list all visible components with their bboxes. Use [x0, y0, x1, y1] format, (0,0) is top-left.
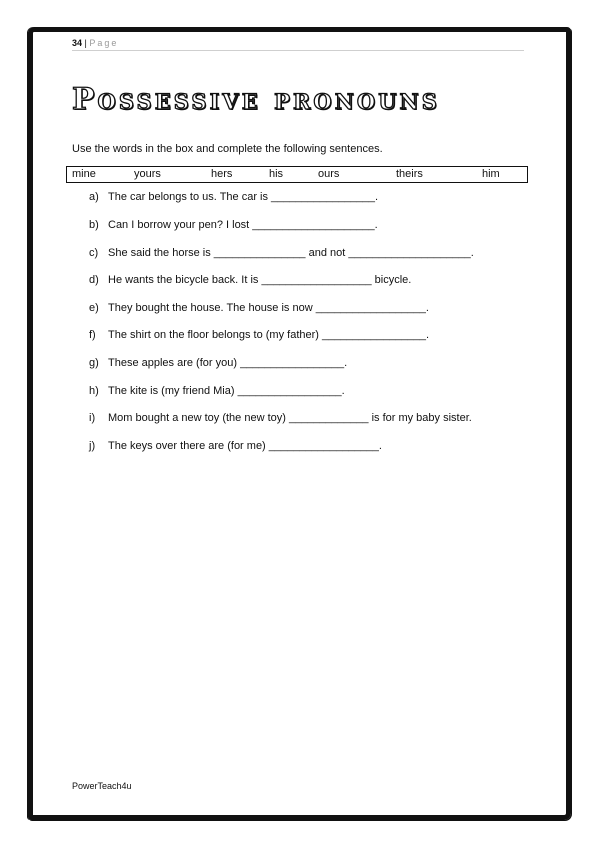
page-header — [72, 38, 524, 51]
exercise-item — [89, 219, 378, 231]
word-box — [66, 166, 528, 183]
item-text: Can I borrow your pen? I lost ____________________. — [108, 219, 378, 231]
page-word: Page — [89, 38, 119, 48]
exercise-item — [89, 440, 382, 452]
item-label: g) — [89, 357, 99, 369]
worksheet-title: Possessive pronouns — [72, 82, 440, 117]
item-text: He wants the bicycle back. It is __________________ bicycle. — [108, 274, 412, 286]
word-box-word: theirs — [396, 168, 423, 180]
exercise-item — [89, 385, 345, 397]
exercise-item — [89, 274, 411, 286]
word-box-word: ours — [318, 168, 340, 180]
item-label: d) — [89, 274, 99, 286]
item-text: She said the horse is _______________ and not ____________________. — [108, 247, 474, 259]
item-text: The car belongs to us. The car is _________________. — [108, 191, 379, 203]
item-label: a) — [89, 191, 99, 203]
word-box-word: him — [482, 168, 500, 180]
item-text: The keys over there are (for me) __________________. — [108, 440, 382, 452]
word-box-word: hers — [211, 168, 233, 180]
instructions: Use the words in the box and complete the following sentences. — [72, 143, 383, 155]
exercise-item — [89, 191, 378, 203]
item-label: h) — [89, 385, 99, 397]
page-separator: | — [82, 38, 90, 48]
exercise-item — [89, 247, 474, 259]
item-label: f) — [89, 329, 96, 341]
footer-brand: PowerTeach4u — [72, 781, 132, 791]
item-text: Mom bought a new toy (the new toy) _____________ is for my baby sister. — [108, 412, 472, 424]
item-text: The kite is (my friend Mia) _________________. — [108, 385, 345, 397]
exercise-item — [89, 302, 429, 314]
item-text: The shirt on the floor belongs to (my father) _________________. — [108, 329, 430, 341]
word-box-word: his — [269, 168, 284, 180]
item-label: c) — [89, 247, 99, 259]
item-text: These apples are (for you) _________________. — [108, 357, 348, 369]
item-text: They bought the house. The house is now __________________. — [108, 302, 429, 314]
page-number: 34 — [72, 38, 83, 48]
item-label: i) — [89, 412, 96, 424]
item-label: b) — [89, 219, 99, 231]
exercise-item — [89, 329, 429, 341]
word-box-word: mine — [72, 168, 96, 180]
item-label: j) — [89, 440, 96, 452]
item-label: e) — [89, 302, 99, 314]
exercise-item — [89, 412, 472, 424]
word-box-word: yours — [134, 168, 161, 180]
exercise-item — [89, 357, 347, 369]
